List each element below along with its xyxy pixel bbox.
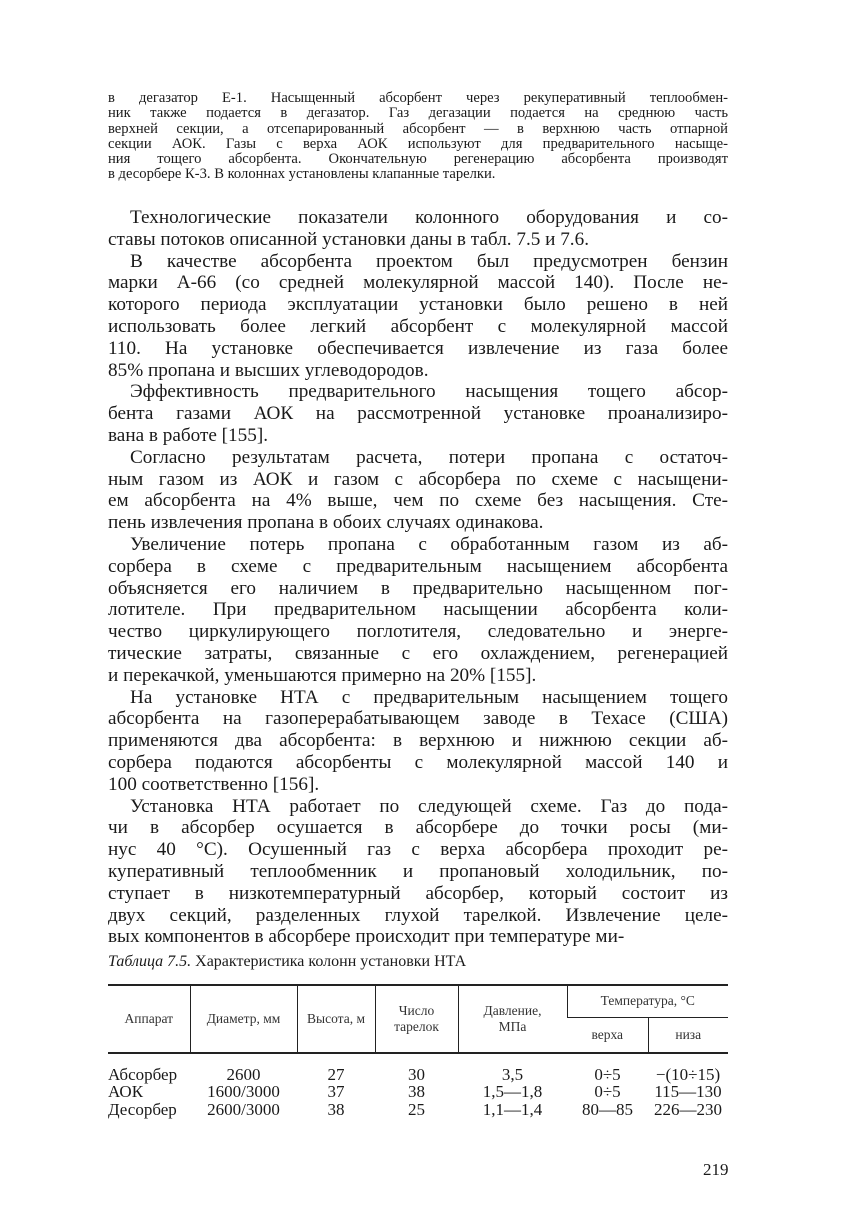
header-temp-bottom: низа [648,1017,728,1053]
paragraph [108,207,728,251]
header-temp-top: верха [567,1017,648,1053]
table-cell: 30 [408,1064,425,1084]
text-line: тические затраты, связанные с его охлаждением, регенерацией [108,642,728,664]
text-line: 100 соответственно [156]. [108,773,320,795]
text-line: 110. На установке обеспечивается извлечение из газа более [108,337,728,359]
table-caption-label: Таблица 7.5. [108,953,192,970]
paragraph [108,687,728,796]
text-line: двух секций, разделенных глухой тарелкой. Извлечение целе- [108,904,728,926]
header-apparatus: Аппарат [124,1010,173,1026]
table-cell: 0÷5 [594,1064,621,1084]
text-line: ступает в низкотемпературный абсорбер, который состоит из [108,882,728,904]
text-line: Установка НТА работает по следующей схеме. Газ до пода- [130,795,728,817]
paragraph [108,251,728,382]
text-line: в дегазатор Е-1. Насыщенный абсорбент через рекуперативный теплообмен- [108,90,728,106]
table-caption [108,953,466,971]
text-line: применяются два абсорбента: в верхнюю и нижнюю секции аб- [108,730,728,752]
header-height: Высота, м [297,985,375,1053]
text-line: ем абсорбента на 4% выше, чем по схеме без насыщения. Сте- [108,490,728,512]
text-line: использовать более легкий абсорбент с молекулярной массой [108,315,728,337]
page-number: 219 [703,1160,729,1179]
text-line: ным газом из АОК и газом с абсорбера по схеме с насыщени- [108,468,728,490]
text-line: чество циркулирующего поглотителя, следовательно и энерге- [108,621,728,643]
table-row [108,1083,728,1101]
text-line: ставы потоков описанной установки даны в табл. 7.5 и 7.6. [108,228,589,250]
table-cell: 2600/3000 [207,1099,280,1119]
text-line: сорбера подаются абсорбенты с молекулярной массой 140 и [108,751,728,773]
text-line: 85% пропана и высших углеводородов. [108,359,429,381]
table-row [108,1053,728,1084]
text-line: ния тощего абсорбента. Окончательную регенерацию абсорбента производят [108,151,728,168]
table-cell: 1,1—1,4 [482,1099,543,1119]
table-cell: Десорбер [108,1099,177,1119]
table-cell: 1,5—1,8 [482,1082,543,1101]
paragraph [108,796,728,949]
table-cell: 25 [408,1099,425,1119]
columns-table [108,984,728,1118]
text-line: бента газами АОК на рассмотренной установке проанализиро- [108,403,728,425]
table-cell: 3,5 [501,1064,524,1084]
text-line: и перекачкой, уменьшаются примерно на 20% [155]. [108,664,537,686]
table-caption-text: Характеристика колонн установки НТА [195,953,467,970]
table-cell: 37 [327,1082,345,1101]
header-diameter: Диаметр, мм [190,985,297,1053]
text-line: В качестве абсорбента проектом был предусмотрен бензин [130,250,728,272]
header-temperature: Температура, °С [567,985,728,1017]
text-line: Технологические показатели колонного оборудования и со- [130,207,728,228]
text-line: Увеличение потерь пропана с обработанным газом из аб- [130,533,728,555]
text-line: сорбера в схеме с предварительным насыщением абсорбента [108,555,728,577]
text-line: вана в работе [155]. [108,424,269,446]
text-line: секции АОК. Газы с верха АОК используют для предварительного насыще- [108,135,728,152]
text-line: нус 40 °С). Осушенный газ с верха абсорбера проходит ре- [108,839,728,861]
paragraph [108,534,728,687]
table-cell: −(10÷15) [655,1064,721,1084]
table-cell: 1600/3000 [207,1082,280,1101]
paragraph [108,381,728,446]
table-cell: АОК [108,1082,144,1101]
table-row [108,1101,728,1119]
text-line: верхней секции, а отсепарированный абсорбент — в верхнюю часть отпарной [108,120,728,137]
text-line: лотителе. При предварительном насыщении абсорбента коли- [108,599,728,621]
text-line: чи в абсорбер осушается в абсорбере до точки росы (ми- [108,817,728,839]
text-line: вых компонентов в абсорбере происходит при температуре ми- [108,926,625,948]
text-line: в десорбере К-3. В колоннах установлены клапанные тарелки. [108,166,496,183]
text-line: которого периода эксплуатации установки было решено в ней [108,294,728,316]
text-line: абсорбента на газоперерабатывающем заводе в Техасе (США) [108,708,728,730]
text-line: Эффективность предварительного насыщения тощего абсор- [130,381,728,403]
table-cell: 80—85 [582,1099,633,1119]
text-line: куперативный теплообменник и пропановый холодильник, по- [108,860,728,882]
table-cell: 38 [327,1099,345,1119]
body-text [108,207,728,948]
intro-paragraph [108,91,728,183]
text-line: На установке НТА с предварительным насыщением тощего [130,686,728,708]
table-cell: 0÷5 [594,1082,621,1101]
header-trays: Число тарелок [375,985,458,1053]
text-line: Согласно результатам расчета, потери пропана с остаточ- [130,446,728,468]
header-pressure: Давление, МПа [458,985,567,1053]
paragraph [108,447,728,534]
table-cell: 115—130 [654,1082,722,1101]
table-cell: 226—230 [654,1099,722,1119]
text-line: объясняется его наличием в предварительно насыщенном пог- [108,577,728,599]
table-cell: Абсорбер [108,1064,178,1084]
table-cell: 27 [327,1064,345,1084]
text-line: пень извлечения пропана в обоих случаях одинакова. [108,512,544,534]
text-line: марки А-66 (со средней молекулярной массой 140). После не- [108,272,728,294]
table-cell: 2600 [226,1064,261,1084]
table-cell: 38 [408,1082,425,1101]
text-line: ник также подается в дегазатор. Газ дегазации подается на среднюю часть [108,105,728,122]
